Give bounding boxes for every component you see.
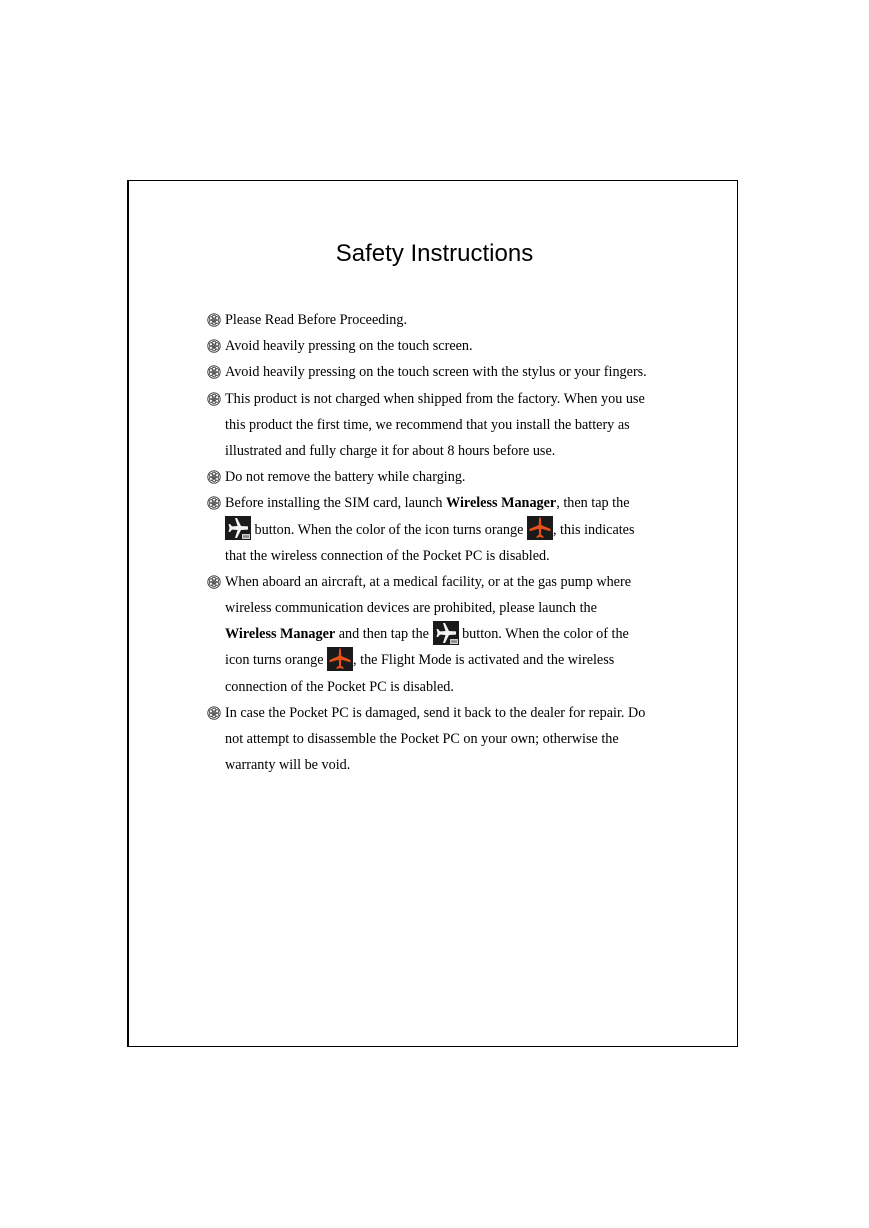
item-text: Before installing the SIM card, launch	[225, 495, 447, 512]
item-text: Avoid heavily pressing on the touch screen.	[225, 338, 473, 355]
item-text: warranty will be void.	[225, 757, 351, 774]
item-text: , the Flight Mode is activated and the wireless	[353, 652, 615, 669]
item-text: Please Read Before Proceeding.	[225, 312, 408, 328]
item-text: wireless communication devices are prohibited, please launch the	[225, 600, 597, 617]
airplane-orange-icon	[327, 647, 353, 671]
safety-list	[207, 307, 677, 778]
item-text: When aboard an aircraft, at a medical facility, or at the gas pump where	[225, 573, 631, 590]
page-title: Safety Instructions	[335, 240, 534, 267]
list-item	[207, 464, 677, 490]
item-text: that the wireless connection of the Pocket PC is disabled.	[225, 547, 550, 564]
item-line	[225, 647, 677, 673]
list-item	[207, 490, 677, 569]
flower-bullet-icon	[207, 339, 221, 353]
item-text: , this indicates	[552, 521, 635, 538]
flower-bullet-icon	[207, 496, 221, 510]
flower-bullet-icon	[207, 706, 221, 720]
item-text: illustrated and fully charge it for about 8 hours before use.	[225, 442, 556, 459]
flower-bullet-icon	[207, 392, 221, 406]
item-text: button. When the color of the icon turns orange	[251, 521, 527, 538]
list-item	[207, 569, 677, 700]
list-item	[207, 333, 677, 359]
list-item	[207, 359, 677, 385]
flower-bullet-icon	[207, 575, 221, 589]
airplane-icon	[433, 621, 459, 645]
item-text: Avoid heavily pressing on the touch screen with the stylus or your fingers.	[225, 364, 647, 381]
item-text: icon turns orange	[225, 652, 328, 669]
flower-bullet-icon	[207, 470, 221, 484]
item-line	[225, 490, 677, 516]
item-line	[225, 517, 677, 543]
list-item	[207, 307, 677, 333]
item-text: and then tap the	[335, 626, 433, 643]
item-line	[225, 621, 677, 647]
item-text: This product is not charged when shipped from the factory. When you use	[225, 390, 645, 407]
item-text: not attempt to disassemble the Pocket PC on your own; otherwise the	[225, 731, 619, 747]
flower-bullet-icon	[207, 313, 221, 327]
airplane-icon	[225, 516, 251, 540]
list-item	[207, 700, 677, 779]
item-text: this product the first time, we recommend that you install the battery as	[225, 416, 630, 433]
flower-bullet-icon	[207, 365, 221, 379]
item-text: button. When the color of the	[458, 626, 629, 643]
wireless-manager-label: Wireless Manager	[225, 626, 336, 643]
item-text: connection of the Pocket PC is disabled.	[225, 678, 454, 695]
item-text: , then tap the	[556, 495, 630, 512]
item-text: Do not remove the battery while charging.	[225, 469, 466, 486]
list-item	[207, 386, 677, 465]
wireless-manager-label: Wireless Manager	[446, 495, 557, 512]
airplane-orange-icon	[527, 516, 553, 540]
item-text: In case the Pocket PC is damaged, send it back to the dealer for repair. Do	[225, 704, 646, 721]
